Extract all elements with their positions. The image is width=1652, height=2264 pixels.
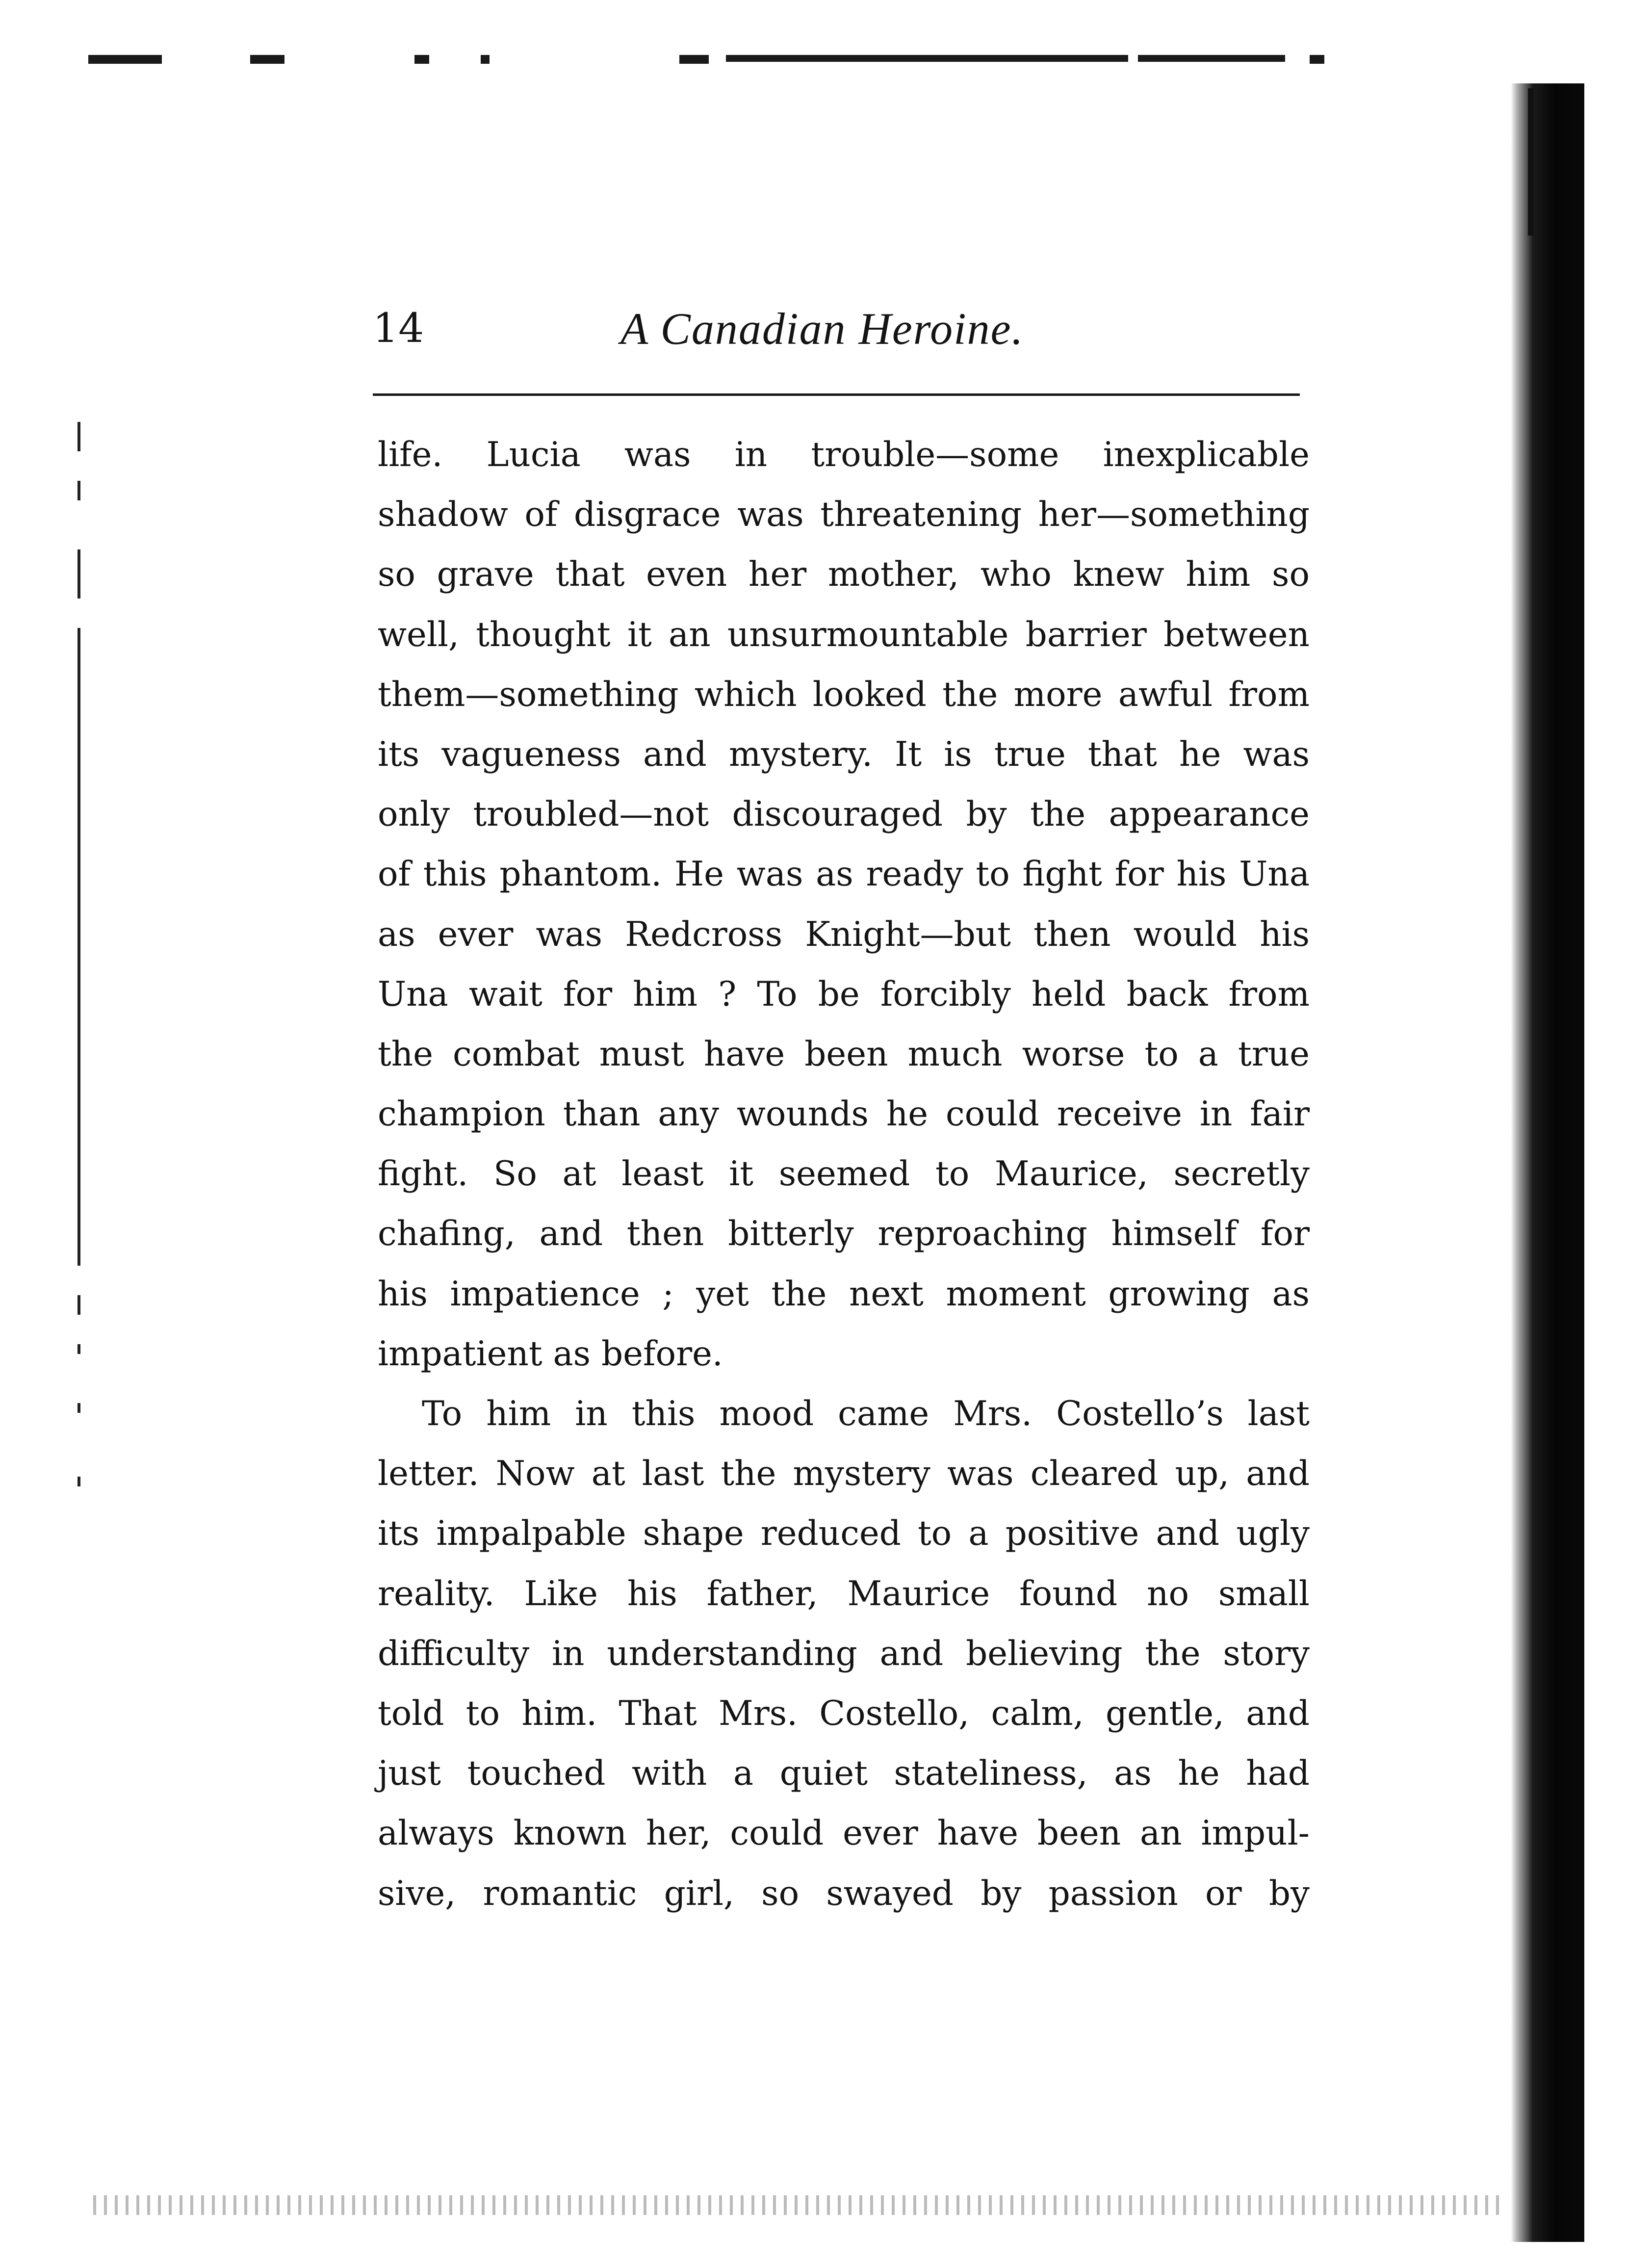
- text-line: his impatience ; yet the next moment growing as: [378, 1274, 1310, 1314]
- text-line: as ever was Redcross Knight—but then would his: [378, 914, 1310, 954]
- text-line: its vagueness and mystery. It is true that he was: [378, 734, 1310, 774]
- body-text: [378, 425, 1310, 1924]
- page-number: 14: [373, 305, 424, 352]
- text-line: life. Lucia was in trouble—some inexplicable: [378, 435, 1310, 474]
- text-line: difficulty in understanding and believing the story: [378, 1634, 1310, 1673]
- scan-bottom-edge: [93, 2195, 1506, 2215]
- text-line: just touched with a quiet stateliness, as he had: [378, 1754, 1310, 1794]
- scan-left-margin: [74, 422, 88, 1550]
- text-line: them—something which looked the more awful from: [378, 675, 1310, 714]
- paragraph-2: [378, 1384, 1310, 1924]
- running-header: [373, 299, 1305, 358]
- text-line: shadow of disgrace was threatening her—something: [378, 495, 1310, 535]
- text-line: letter. Now at last the mystery was cleared up, and: [378, 1454, 1310, 1494]
- text-line: of this phantom. He was as ready to fight for his Una: [378, 855, 1310, 894]
- text-line: reality. Like his father, Maurice found no small: [378, 1574, 1310, 1613]
- text-line: told to him. That Mrs. Costello, calm, gentle, and: [378, 1693, 1310, 1733]
- text-line: always known her, could ever have been an impul-: [378, 1814, 1310, 1853]
- text-line: well, thought it an unsurmountable barrier between: [378, 615, 1310, 654]
- text-line: fight. So at least it seemed to Maurice, secretly: [378, 1154, 1310, 1194]
- text-line: champion than any wounds he could receive in fair: [378, 1094, 1310, 1134]
- text-line: To him in this mood came Mrs. Costello’s last: [422, 1394, 1310, 1433]
- text-line: its impalpable shape reduced to a positive and ugly: [378, 1514, 1310, 1554]
- text-line: only troubled—not discouraged by the appearance: [378, 795, 1310, 834]
- text-line: impatient as before.: [378, 1334, 723, 1374]
- paragraph-1: [378, 425, 1310, 1384]
- header-rule: [373, 393, 1300, 396]
- scan-right-edge: [1528, 88, 1534, 235]
- text-line: sive, romantic girl, so swayed by passion or by: [378, 1874, 1310, 1913]
- text-line: Una wait for him ? To be forcibly held back from: [378, 974, 1310, 1014]
- text-line: the combat must have been much worse to a true: [378, 1034, 1310, 1074]
- running-title: A Canadian Heroine.: [620, 304, 1024, 354]
- text-line: so grave that even her mother, who knew him so: [378, 555, 1310, 595]
- scan-top-edge: [88, 55, 1324, 70]
- text-line: chafing, and then bitterly reproaching himself for: [378, 1214, 1310, 1254]
- scan-binding-shadow: [1511, 83, 1584, 2242]
